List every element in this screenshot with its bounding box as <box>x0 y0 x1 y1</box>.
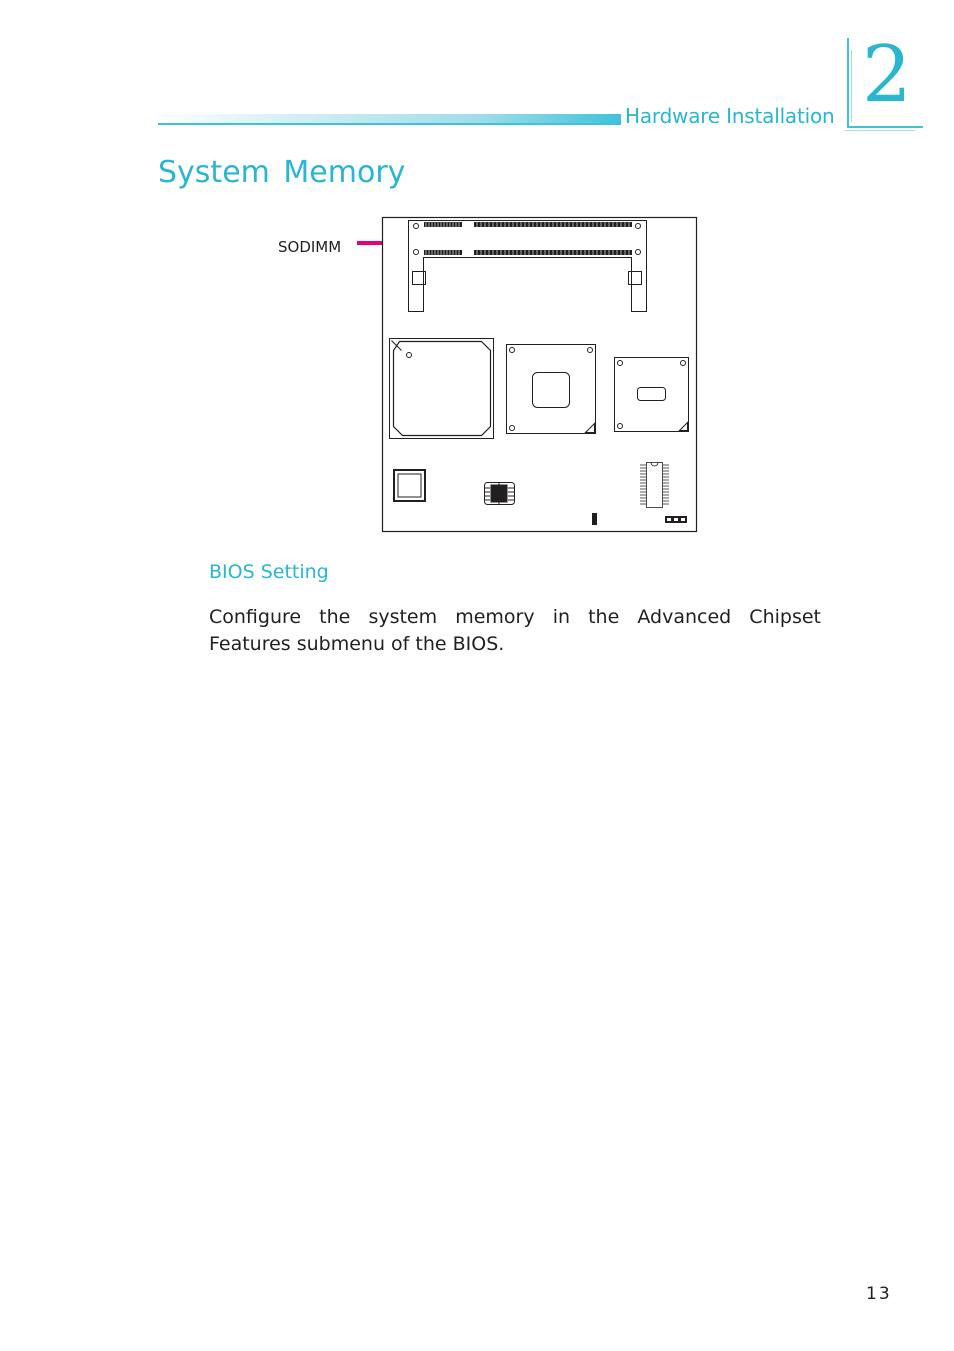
jumper-block <box>665 516 687 523</box>
board-diagram-svg <box>270 210 710 540</box>
component-marker <box>592 513 597 525</box>
chapter-frame-vertical-inner <box>851 50 852 122</box>
chapter-frame-vertical <box>847 38 849 127</box>
sodimm-callout-label: SODIMM <box>278 238 342 256</box>
header-section-label: Hardware Installation <box>625 104 835 128</box>
chapter-number: 2 <box>862 30 912 120</box>
chapter-frame-horizontal-inner <box>845 130 915 131</box>
bios-setting-body: Configure the system memory in the Advanced Chipset Features submenu of the BIOS. <box>209 606 821 655</box>
chapter-frame-horizontal <box>847 126 923 128</box>
board-outline <box>383 218 697 532</box>
section-title: System Memory <box>158 155 406 190</box>
header-rule <box>158 123 621 125</box>
qfp-chip <box>394 470 425 501</box>
board-diagram <box>270 210 710 540</box>
bios-setting-title: BIOS Setting <box>209 561 329 583</box>
page-number: 13 <box>866 1284 892 1304</box>
